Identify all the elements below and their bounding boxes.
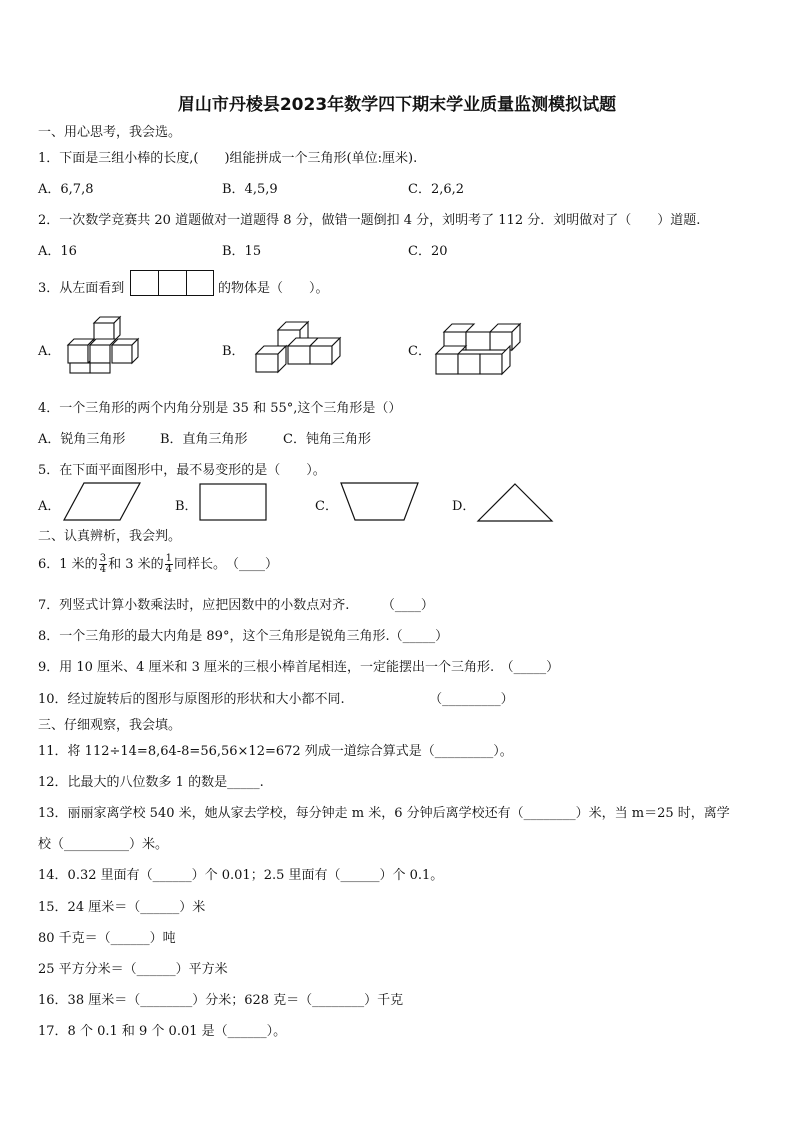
question-13-line-1: 13．丽丽家离学校 540 米，她从家去学校，每分钟走 m 米，6 分钟后离学校还有（________）米，当 m＝25 时，离学 (38, 806, 730, 821)
fraction-denominator: 4 (165, 564, 172, 575)
question-2-text: 2．一次数学竞赛共 20 道题做对一道题得 8 分，做错一题倒扣 4 分，刘明考了 112 分．刘明做对了（ ）道题. (38, 213, 701, 228)
question-8-text: 8．一个三角形的最大内角是 89°，这个三角形是锐角三角形.（_____） (38, 629, 449, 644)
question-17-text: 17．8 个 0.1 和 9 个 0.01 是（______）。 (38, 1024, 287, 1039)
question-4-option-b[interactable]: B．直角三角形 (160, 432, 248, 447)
question-15-line-1: 15．24 厘米＝（______）米 (38, 900, 206, 915)
fraction-numerator: 1 (165, 553, 172, 564)
left-view-three-squares (130, 270, 214, 296)
question-3-suffix: 的物体是（ ）。 (218, 281, 329, 296)
question-6-text (38, 553, 278, 575)
question-10-text: 10．经过旋转后的图形与原图形的形状和大小都不同. （_________） (38, 692, 514, 707)
question-5-option-c[interactable]: C． (315, 499, 338, 514)
section-heading-3: 三、仔细观察，我会填。 (38, 718, 182, 733)
question-3-option-c[interactable]: C． (408, 344, 431, 359)
question-5-option-b[interactable]: B． (175, 499, 198, 514)
question-6-part-1: 6．1 米的 (38, 557, 98, 572)
question-1-text: 1．下面是三组小棒的长度,( )组能拼成一个三角形(单位:厘米). (38, 151, 418, 166)
fraction-numerator: 3 (99, 553, 107, 564)
cube-stack-a-figure (62, 315, 152, 375)
question-5-text: 5．在下面平面图形中，最不易变形的是（ ）。 (38, 463, 326, 478)
question-11-text: 11．将 112÷14=8,64-8=56,56×12=672 列成一道综合算式是（_________）。 (38, 744, 513, 759)
fraction-denominator: 4 (99, 564, 107, 575)
fraction-one-quarter (165, 554, 173, 575)
question-7-text: 7．列竖式计算小数乘法时，应把因数中的小数点对齐. （____） (38, 598, 434, 613)
question-4-option-c[interactable]: C．钝角三角形 (283, 432, 371, 447)
question-14-text: 14．0.32 里面有（______）个 0.01；2.5 里面有（______）个 0.1。 (38, 868, 444, 883)
question-1-option-c[interactable]: C．2,6,2 (408, 182, 465, 197)
question-1-option-a[interactable]: A．6,7,8 (38, 182, 94, 197)
question-5-option-d[interactable]: D． (452, 499, 476, 514)
question-15-line-3: 25 平方分米＝（______）平方米 (38, 962, 228, 977)
question-12-text: 12．比最大的八位数多 1 的数是_____. (38, 775, 264, 790)
question-2-option-a[interactable]: A．16 (38, 244, 77, 259)
question-3-option-a[interactable]: A． (38, 344, 61, 359)
question-6-part-3: 同样长。 （____） (173, 557, 278, 572)
section-heading-2: 二、认真辨析，我会判。 (38, 529, 182, 544)
page-title: 眉山市丹棱县2023年数学四下期末学业质量监测模拟试题 (177, 95, 617, 115)
question-13-line-2: 校（__________）米。 (38, 837, 169, 852)
triangle-shape (476, 483, 554, 523)
rectangle-shape (199, 483, 269, 523)
question-5-option-a[interactable]: A． (38, 499, 61, 514)
question-3-prefix: 3．从左面看到 (38, 281, 125, 296)
question-4-text: 4．一个三角形的两个内角分别是 35 和 55°,这个三角形是（） (38, 401, 402, 416)
parallelogram-shape (62, 482, 142, 522)
question-1-option-b[interactable]: B．4,5,9 (222, 182, 278, 197)
question-4-option-a[interactable]: A．锐角三角形 (38, 432, 126, 447)
question-15-line-2: 80 千克＝（______）吨 (38, 931, 176, 946)
fraction-three-quarters (99, 554, 107, 575)
trapezoid-shape (340, 482, 420, 522)
question-2-option-b[interactable]: B．15 (222, 244, 262, 259)
cube-stack-c-figure (432, 322, 528, 378)
question-16-text: 16．38 厘米＝（________）分米；628 克＝（________）千克 (38, 993, 404, 1008)
question-6-part-2: 和 3 米的 (108, 557, 164, 572)
cube-stack-b-figure (248, 320, 348, 374)
question-9-text: 9．用 10 厘米、4 厘米和 3 厘米的三根小棒首尾相连，一定能摆出一个三角形. （_____） (38, 660, 560, 675)
section-heading-1: 一、用心思考，我会选。 (38, 125, 182, 140)
question-2-option-c[interactable]: C．20 (408, 244, 448, 259)
question-3-option-b[interactable]: B． (222, 344, 245, 359)
